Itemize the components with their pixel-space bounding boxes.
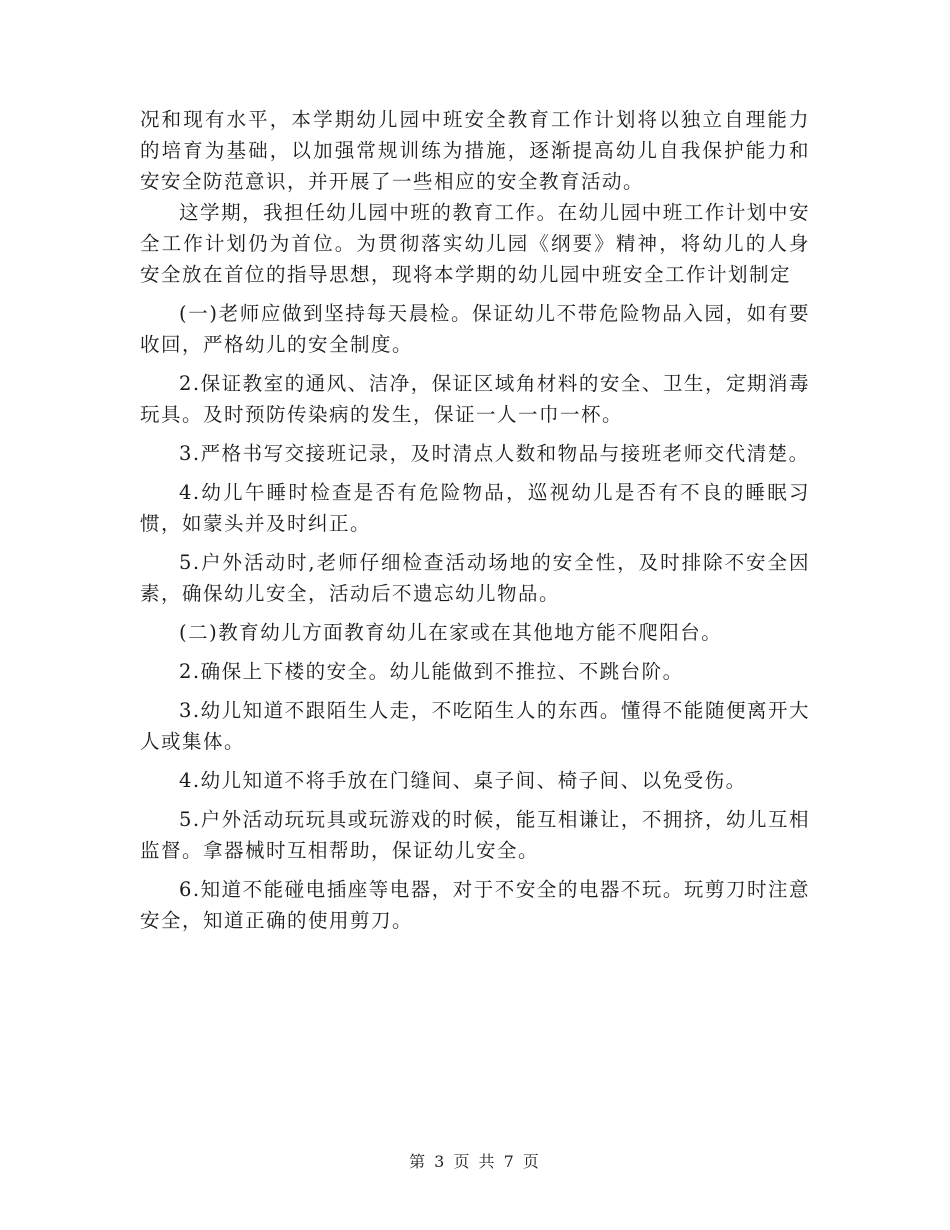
paragraph-item: 2.确保上下楼的安全。幼儿能做到不推拉、不跳台阶。 [179, 660, 684, 683]
paragraph-item: 2.保证教室的通风、洁净，保证区域角材料的安全、卫生，定期消毒玩具。及时预防传染病的发生，保证一人一巾一杯。 [140, 372, 810, 426]
paragraph-continuation: 况和现有水平，本学期幼儿园中班安全教育工作计划将以独立自理能力的培育为基础，以加强常规训练为措施，逐渐提高幼儿自我保护能力和安安全防范意识，并开展了一些相应的安全教育活动。 [140, 108, 810, 193]
paragraph-item: 6.知道不能碰电插座等电器，对于不安全的电器不玩。玩剪刀时注意安全，知道正确的使用剪刀。 [140, 878, 810, 932]
page-number-footer: 第 3 页 共 7 页 [409, 1152, 541, 1171]
paragraph-item: 4.幼儿知道不将手放在门缝间、桌子间、椅子间、以免受伤。 [179, 769, 747, 792]
paragraph-item: 3.幼儿知道不跟陌生人走，不吃陌生人的东西。懂得不能随便离开大人或集体。 [140, 699, 810, 753]
paragraph-intro: 这学期，我担任幼儿园中班的教育工作。在幼儿园中班工作计划中安全工作计划仍为首位。为贯彻落实幼儿园《纲要》精神，将幼儿的人身安全放在首位的指导思想，现将本学期的幼儿园中班安全工作计划制定 [140, 201, 810, 286]
paragraph-section-2: (二)教育幼儿方面教育幼儿在家或在其他地方能不爬阳台。 [179, 621, 723, 644]
paragraph-item: 5.户外活动时,老师仔细检查活动场地的安全性，及时排除不安全因素，确保幼儿安全，活动后不遗忘幼儿物品。 [140, 551, 810, 605]
paragraph-section-1: (一)老师应做到坚持每天晨检。保证幼儿不带危险物品入园，如有要收回，严格幼儿的安全制度。 [140, 302, 810, 356]
paragraph-item: 5.户外活动玩玩具或玩游戏的时候，能互相谦让，不拥挤，幼儿互相监督。拿器械时互相帮助，保证幼儿安全。 [140, 808, 810, 862]
document-body [140, 104, 810, 936]
paragraph-item: 3.严格书写交接班记录，及时清点人数和物品与接班老师交代清楚。 [179, 442, 810, 465]
paragraph-item: 4.幼儿午睡时检查是否有危险物品，巡视幼儿是否有不良的睡眠习惯，如蒙头并及时纠正。 [140, 481, 810, 535]
